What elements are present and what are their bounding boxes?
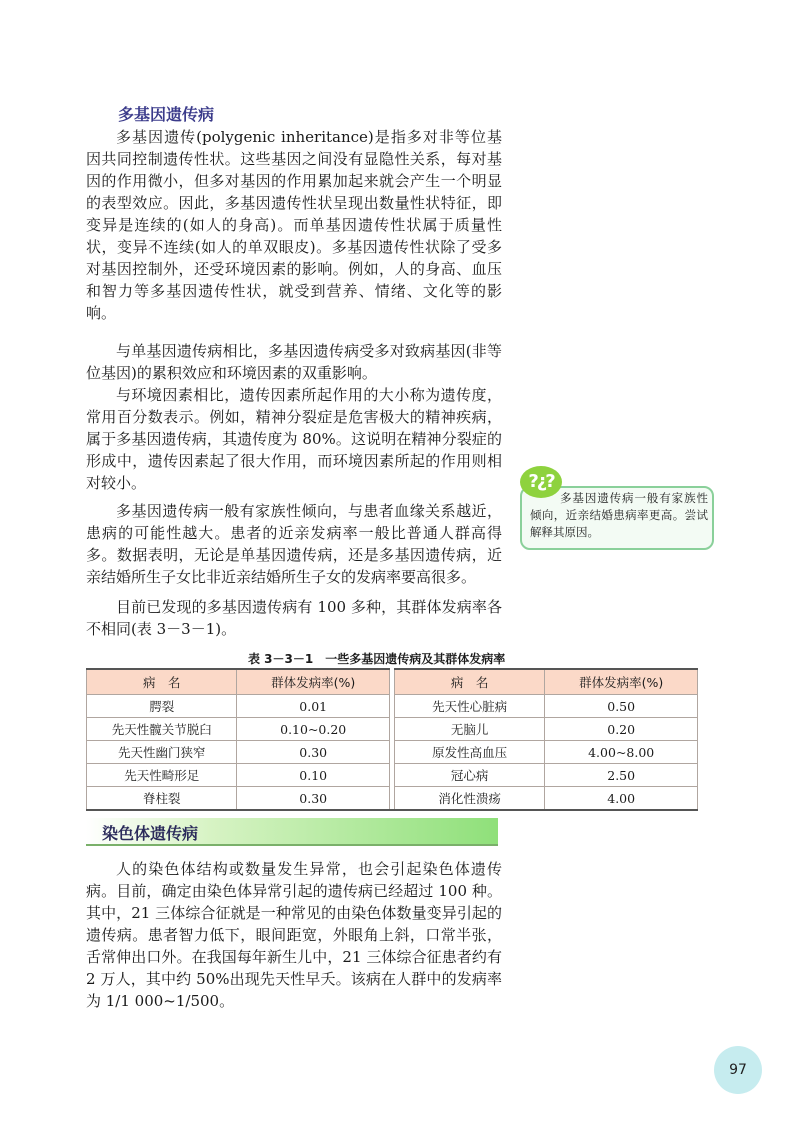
table-header-cell: 病 名 bbox=[87, 669, 237, 695]
table-cell: 0.30 bbox=[237, 741, 390, 764]
section-title-polygenic: 多基因遗传病 bbox=[118, 105, 215, 124]
table-cell: 腭裂 bbox=[87, 695, 237, 718]
table-cell: 先天性幽门狭窄 bbox=[87, 741, 237, 764]
question-marks-icon: ?¿? bbox=[520, 466, 562, 498]
table-cell: 0.50 bbox=[545, 695, 698, 718]
table-cell: 无脑儿 bbox=[394, 718, 544, 741]
disease-incidence-table bbox=[86, 668, 698, 811]
table-row bbox=[87, 718, 698, 741]
paragraph-table-intro: 目前已发现的多基因遗传病有 100 多种，其群体发病率各不相同(表 3－3－1)。 bbox=[86, 598, 502, 638]
note-text-line1: 多基因遗传病一般有家族 bbox=[560, 491, 697, 505]
section-title-chromosomal: 染色体遗传病 bbox=[102, 824, 199, 843]
table-row bbox=[87, 695, 698, 718]
table-row bbox=[87, 764, 698, 787]
table-row bbox=[87, 787, 698, 811]
table-header-cell: 群体发病率(%) bbox=[545, 669, 698, 695]
note-text bbox=[530, 490, 708, 541]
table-row bbox=[87, 741, 698, 764]
table-cell: 冠心病 bbox=[394, 764, 544, 787]
table-cell: 4.00~8.00 bbox=[545, 741, 698, 764]
table-cell: 先天性髋关节脱臼 bbox=[87, 718, 237, 741]
table-cell: 4.00 bbox=[545, 787, 698, 811]
table-cell: 0.01 bbox=[237, 695, 390, 718]
table-header-row bbox=[87, 669, 698, 695]
table-header-cell: 群体发病率(%) bbox=[237, 669, 390, 695]
paragraph-chromosomal-disease: 人的染色体结构或数量发生异常，也会引起染色体遗传病。目前，确定由染色体异常引起的遗传病已经超过 100 种。其中，21 三体综合征就是一种常见的由染色体数量变异引起的遗传病。患者智力低下，眼间距宽，外眼角上斜，口常半张，舌常伸出口外。在我国每年新生儿中，21 三体综合征患者约有 2 万人，其中约 50%出现先天性早夭。该病在人群中的发病率为 1/1 000~1/500。 bbox=[86, 860, 502, 1010]
paragraph-polygenic-definition: 多基因遗传(polygenic inheritance)是指多对非等位基因共同控制遗传性状。这些基因之间没有显隐性关系，每对基因的作用微小，但多对基因的作用累加起来就会产生一个明显的表型效应。因此，多基因遗传性状呈现出数量性状特征，即变异是连续的(如人的身高)。而单基因遗传性状属于质量性状，变异不连续(如人的单双眼皮)。多基因遗传性状除了受多对基因控制外，还受环境因素的影响。例如，人的身高、血压和智力等多基因遗传性状，就受到营养、情绪、文化等的影响。 bbox=[86, 128, 502, 322]
note-text-rest: 性倾向，近亲结婚患病率更高。尝试解释其原因。 bbox=[530, 491, 708, 539]
paragraph-heritability: 与环境因素相比，遗传因素所起作用的大小称为遗传度，常用百分数表示。例如，精神分裂症是危害极大的精神疾病，属于多基因遗传病，其遗传度为 80%。这说明在精神分裂症的形成中，遗传因素起了很大作用，而环境因素所起的作用则相对较小。 bbox=[86, 386, 502, 492]
table-cell: 0.10~0.20 bbox=[237, 718, 390, 741]
table-cell: 脊柱裂 bbox=[87, 787, 237, 811]
paragraph-family-tendency: 多基因遗传病一般有家族性倾向，与患者血缘关系越近，患病的可能性越大。患者的近亲发病率一般比普通人群高得多。数据表明，无论是单基因遗传病，还是多基因遗传病，近亲结婚所生子女比非近亲结婚所生子女的发病率要高很多。 bbox=[86, 502, 502, 586]
page-number: 97 bbox=[714, 1046, 762, 1094]
table-cell: 原发性高血压 bbox=[394, 741, 544, 764]
table-cell: 0.20 bbox=[545, 718, 698, 741]
table-header-cell: 病 名 bbox=[394, 669, 544, 695]
paragraph-comparison-single-gene: 与单基因遗传病相比，多基因遗传病受多对致病基因(非等位基因)的累积效应和环境因素的双重影响。 bbox=[86, 342, 502, 382]
table-cell: 先天性心脏病 bbox=[394, 695, 544, 718]
table-caption: 表 3－3－1 一些多基因遗传病及其群体发病率 bbox=[248, 652, 506, 666]
table-cell: 消化性溃疡 bbox=[394, 787, 544, 811]
table-cell: 先天性畸形足 bbox=[87, 764, 237, 787]
table-cell: 0.30 bbox=[237, 787, 390, 811]
table-cell: 2.50 bbox=[545, 764, 698, 787]
table-cell: 0.10 bbox=[237, 764, 390, 787]
